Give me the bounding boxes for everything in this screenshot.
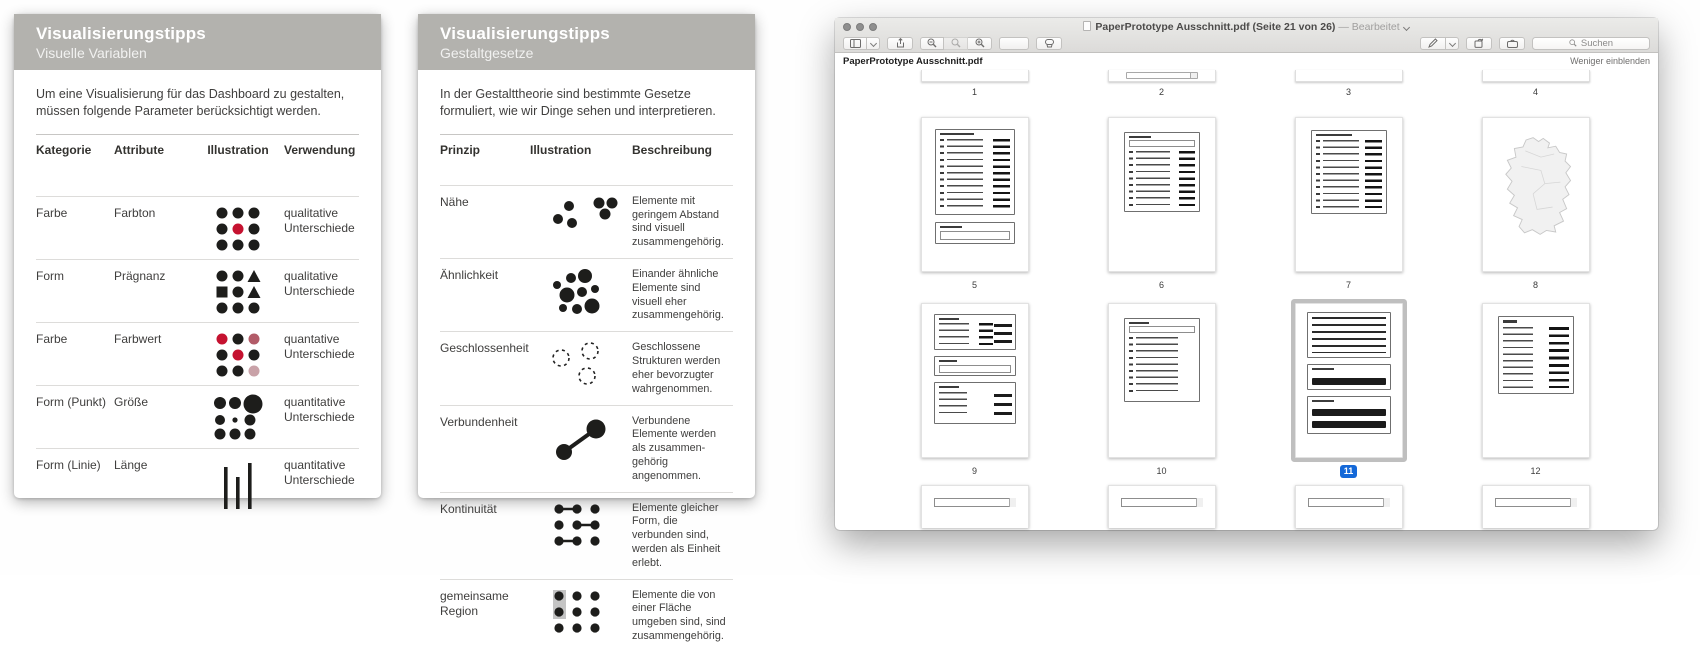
empty-tool-button[interactable]: [999, 37, 1029, 50]
page-thumbnail-partial[interactable]: [1108, 70, 1216, 82]
page-thumbnail-partial[interactable]: [1108, 485, 1216, 528]
page-number: 7: [1345, 279, 1351, 290]
continuity-dots-icon: [530, 502, 632, 547]
thumbnail-row-1: [881, 102, 1658, 272]
page-number-selected: 11: [1340, 465, 1358, 478]
document-subheader: [835, 53, 1658, 68]
rotate-button[interactable]: [1466, 37, 1492, 50]
table-header-row: [36, 134, 359, 196]
table-row: Kontinuität Elemente gleicher Form, die verbunden sind, werden als Einheit erlebt.: [440, 492, 733, 579]
search-input[interactable]: [1532, 37, 1650, 50]
card-header: [14, 14, 381, 70]
window-chrome: [835, 18, 1658, 53]
table-row: Verbundenheit Verbundene Elemente werden als zusammen-gehörig angenommen.: [440, 405, 733, 492]
page-thumbnail-partial[interactable]: [1482, 485, 1590, 528]
page-thumbnail-5[interactable]: [921, 117, 1029, 272]
dot-grid-hue-icon: [192, 206, 284, 251]
thumbnail-row-partial-top: [881, 68, 1658, 82]
pencil-button[interactable]: [1420, 37, 1446, 50]
col-beschreibung: Beschreibung: [632, 142, 713, 157]
zoom-actual-size-button[interactable]: [944, 37, 968, 50]
page-number-row: [881, 82, 1658, 102]
card-subtitle: Visuelle Variablen: [36, 45, 147, 61]
page-thumbnail-11-selected[interactable]: [1295, 303, 1403, 458]
toolbar: [835, 36, 1658, 52]
sketch-select-widget: [1126, 72, 1198, 79]
zoom-in-button[interactable]: [968, 37, 992, 50]
card-header: [418, 14, 755, 70]
table-header-row: [440, 134, 733, 185]
visual-variables-card: [14, 14, 381, 498]
page-number: 2: [1158, 86, 1164, 97]
zoom-controls: [920, 37, 992, 50]
page-thumbnail-8[interactable]: [1482, 117, 1590, 272]
table-row: Ähnlichkeit Einander ähnliche Elemente sind visuell eher zusammengehörig.: [440, 258, 733, 331]
table-row: Farbe Farbwert quantative Unterschiede: [36, 322, 359, 385]
closure-dashed-circles-icon: [530, 341, 632, 388]
card-subtitle: Gestaltgesetze: [440, 45, 534, 61]
page-thumbnail-partial[interactable]: [921, 70, 1029, 82]
page-thumbnail-9[interactable]: [921, 303, 1029, 458]
card-title: Visualisierungstipps: [440, 24, 610, 43]
share-button[interactable]: [887, 37, 913, 50]
collapse-link[interactable]: Weniger einblenden: [1570, 56, 1650, 66]
search-icon: [1569, 39, 1577, 47]
chevron-down-icon: [870, 40, 877, 47]
preview-window: [835, 18, 1658, 530]
gestalt-card: [418, 14, 755, 643]
table-row: Farbe Farbton qualitative Unterschiede: [36, 196, 359, 259]
document-filename: PaperPrototype Ausschnitt.pdf: [843, 55, 983, 67]
page-number: 5: [971, 279, 977, 290]
proximity-dots-icon: [530, 195, 632, 236]
table-row: Form (Linie) Länge quantitative Unterschiede: [36, 448, 359, 517]
col-kategorie: Kategorie: [36, 142, 92, 157]
col-illustration: Illustration: [207, 142, 269, 157]
markup-toolbox-button[interactable]: [1499, 37, 1525, 50]
annotate-control: [1420, 37, 1459, 50]
page-thumbnail-10[interactable]: [1108, 303, 1216, 458]
page-number: 3: [1345, 86, 1351, 97]
table-row: Form (Punkt) Größe quantitative Unterschiede: [36, 385, 359, 448]
thumbnail-view-button[interactable]: [843, 37, 867, 50]
thumbnail-grid: [835, 68, 1658, 531]
table-row: Nähe Elemente mit geringem Abstand sind visuell zusammengehörig.: [440, 185, 733, 258]
page-number: 1: [971, 86, 977, 97]
table-row: gemeinsame Region Elemente die von einer Fläche umgeben sind, sind zusammengehörig.: [440, 579, 733, 652]
card-intro: In der Gestalttheorie sind bestimmte Gesetze formuliert, wie wir Dinge sehen und interpretieren.: [440, 87, 716, 118]
view-mode-dropdown[interactable]: [867, 37, 880, 50]
germany-map-sketch: [1498, 134, 1576, 238]
dot-grid-value-icon: [192, 332, 284, 377]
table-row: Geschlossenheit Geschlossene Strukturen werden eher bevorzugter wahrgenommen.: [440, 331, 733, 404]
chevron-down-icon[interactable]: [1403, 24, 1410, 31]
line-lengths-icon: [192, 458, 284, 509]
edited-label[interactable]: — Bearbeitet: [1338, 21, 1400, 33]
thumbnail-row-2: [881, 298, 1658, 458]
card-title: Visualisierungstipps: [36, 24, 206, 43]
zoom-out-button[interactable]: [920, 37, 944, 50]
chevron-down-icon: [1449, 40, 1456, 47]
window-title: PaperPrototype Ausschnitt.pdf (Seite 21 von 26) — Bearbeitet: [835, 21, 1658, 33]
page-thumbnail-partial[interactable]: [921, 485, 1029, 528]
page-thumbnail-12[interactable]: [1482, 303, 1590, 458]
page-thumbnail-6[interactable]: [1108, 117, 1216, 272]
common-region-dots-icon: [530, 589, 632, 634]
page-number: 12: [1530, 466, 1541, 476]
page-thumbnail-partial[interactable]: [1295, 485, 1403, 528]
col-verwendung: Verwendung: [284, 142, 356, 157]
connected-dots-icon: [530, 415, 632, 464]
page-number: 9: [971, 466, 977, 476]
page-thumbnail-partial[interactable]: [1482, 70, 1590, 82]
dot-grid-size-icon: [192, 395, 284, 440]
page-number: 6: [1158, 279, 1164, 290]
pdf-document-icon: [1083, 21, 1091, 31]
search-placeholder: Suchen: [1580, 37, 1614, 49]
view-mode-control: [843, 37, 880, 50]
similarity-dots-icon: [530, 268, 632, 317]
page-number: 4: [1532, 86, 1538, 97]
col-prinzip: Prinzip: [440, 142, 481, 157]
col-illustration: Illustration: [530, 142, 592, 157]
page-number: 10: [1156, 466, 1167, 476]
col-attribute: Attribute: [114, 142, 164, 157]
card-intro: Um eine Visualisierung für das Dashboard zu gestalten, müssen folgende Parameter berücksichtigt werden.: [36, 87, 345, 118]
table-row: Form Prägnanz qualitative Unterschiede: [36, 259, 359, 322]
pencil-dropdown[interactable]: [1446, 37, 1459, 50]
page-number-row: [881, 458, 1658, 485]
highlighter-button[interactable]: [1036, 37, 1062, 50]
thumbnail-row-partial-bottom: [881, 485, 1658, 531]
titlebar[interactable]: [835, 18, 1658, 36]
page-number: 8: [1532, 279, 1538, 290]
page-number-row: [881, 272, 1658, 298]
shape-grid-icon: [192, 269, 284, 314]
page-thumbnail-partial[interactable]: [1295, 70, 1403, 82]
page-thumbnail-7[interactable]: [1295, 117, 1403, 272]
